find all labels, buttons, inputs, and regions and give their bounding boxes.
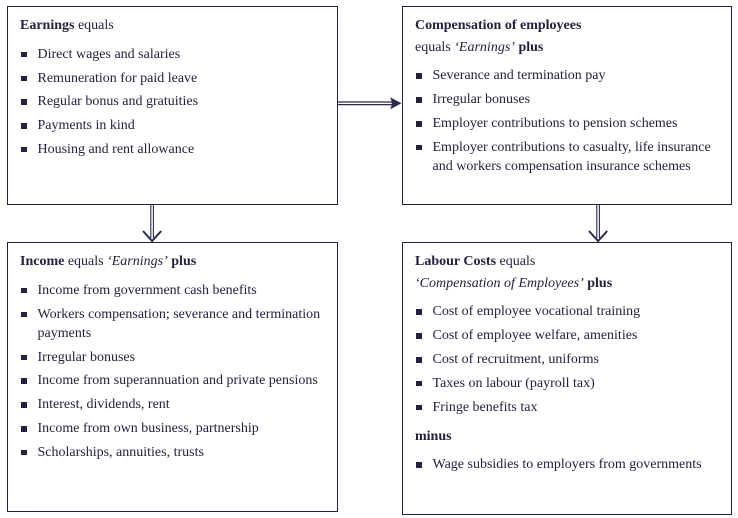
title-segment: plus	[514, 39, 544, 55]
bullet-square-icon	[416, 145, 422, 151]
arrow-earnings-to-income	[139, 205, 166, 243]
bullet-square-icon	[416, 333, 422, 339]
list-item-text: Remuneration for paid leave	[37, 70, 198, 86]
income-box	[7, 242, 338, 512]
arrow-compensation-to-labour-costs	[585, 205, 612, 243]
list-item	[415, 138, 720, 177]
title-segment: equals	[64, 254, 108, 269]
title-segment: Income	[20, 254, 65, 269]
title-segment: equals	[415, 39, 455, 55]
list-item-text: Income from government cash benefits	[37, 282, 257, 298]
list-item-text: Employer contributions to casualty, life insurance and workers compensation insurance schemes	[432, 139, 711, 175]
title-segment: Labour Costs	[415, 254, 497, 269]
list-item	[20, 395, 326, 414]
earnings-box	[7, 6, 338, 205]
compensation-box-title	[415, 15, 720, 58]
bullet-square-icon	[416, 462, 422, 468]
list-item-text: Scholarships, annuities, trusts	[37, 444, 204, 460]
list-item	[415, 326, 720, 345]
title-segment: ‘Earnings’	[454, 39, 515, 55]
title-segment: plus	[167, 254, 197, 269]
list-item	[20, 305, 326, 344]
list-item	[20, 371, 326, 390]
title-segment: plus	[583, 275, 613, 291]
list-item	[415, 66, 720, 85]
list-item	[415, 398, 720, 417]
title-segment: ‘Earnings’	[107, 254, 168, 269]
title-segment: equals	[496, 254, 536, 269]
list-item-text: Irregular bonuses	[37, 349, 136, 365]
list-item-text: Taxes on labour (payroll tax)	[432, 375, 595, 391]
list-item-text: Cost of recruitment, uniforms	[432, 352, 599, 367]
bullet-square-icon	[21, 76, 27, 82]
bullet-square-icon	[416, 405, 422, 411]
bullet-square-icon	[21, 402, 27, 408]
bullet-square-icon	[416, 73, 422, 79]
list-item-text: Severance and termination pay	[432, 68, 606, 84]
compensation-box	[402, 6, 732, 205]
bullet-square-icon	[21, 378, 27, 384]
bullet-square-icon	[21, 123, 27, 129]
list-item-text: Irregular bonuses	[432, 92, 531, 108]
bullet-square-icon	[416, 121, 422, 127]
list-item	[415, 302, 720, 321]
bullet-square-icon	[21, 52, 27, 58]
bullet-square-icon	[21, 450, 27, 456]
bullet-square-icon	[21, 147, 27, 153]
title-segment: equals	[74, 18, 114, 33]
title-segment: ‘Compensation of Employees’	[415, 275, 584, 291]
list-item-text: Housing and rent allowance	[37, 141, 195, 157]
labour-costs-box-title	[415, 251, 720, 294]
list-item-text: Income from own business, partnership	[37, 421, 259, 437]
list-item-text: Workers compensation; severance and termination payments	[37, 306, 321, 341]
title-segment: Earnings	[20, 18, 75, 33]
list-item	[415, 374, 720, 393]
list-item	[20, 69, 326, 88]
bullet-square-icon	[21, 426, 27, 432]
list-item	[20, 45, 326, 64]
bullet-square-icon	[21, 312, 27, 318]
bullet-square-icon	[21, 99, 27, 105]
list-item	[20, 140, 326, 159]
income-item-list	[20, 281, 326, 463]
list-item-text: Payments in kind	[37, 118, 135, 134]
earnings-box-title	[20, 15, 326, 37]
list-item	[20, 281, 326, 300]
list-item	[20, 348, 326, 367]
labour-costs-item-list	[415, 302, 720, 417]
labour-costs-box	[402, 242, 732, 515]
bullet-square-icon	[416, 309, 422, 315]
list-item	[415, 114, 720, 133]
compensation-item-list	[415, 66, 720, 176]
income-box-title	[20, 251, 326, 273]
bullet-square-icon	[21, 288, 27, 294]
title-segment: Compensation of employees	[415, 18, 582, 33]
list-item-text: Cost of employee vocational training	[432, 304, 641, 320]
bullet-square-icon	[416, 381, 422, 387]
list-item	[20, 419, 326, 438]
bullet-square-icon	[21, 355, 27, 361]
minus-label: minus	[415, 428, 452, 444]
bullet-square-icon	[416, 97, 422, 103]
list-item	[20, 92, 326, 111]
list-item	[20, 116, 326, 135]
list-item-text: Interest, dividends, rent	[37, 397, 170, 413]
list-item	[20, 443, 326, 462]
list-item-text: Income from superannuation and private pensions	[37, 373, 318, 389]
labour-costs-minus-list	[415, 455, 720, 474]
arrow-earnings-to-compensation	[338, 92, 403, 114]
list-item-text: Direct wages and salaries	[37, 46, 181, 62]
list-item	[415, 455, 720, 474]
list-item-text: Employer contributions to pension schemes	[432, 116, 678, 131]
list-item	[415, 350, 720, 369]
list-item-text: Cost of employee welfare, amenities	[432, 328, 638, 344]
list-item	[415, 90, 720, 109]
list-item-text: Wage subsidies to employers from governments	[432, 457, 702, 473]
bullet-square-icon	[416, 357, 422, 363]
earnings-item-list	[20, 45, 326, 160]
list-item-text: Fringe benefits tax	[432, 399, 538, 415]
list-item-text: Regular bonus and gratuities	[37, 94, 199, 110]
